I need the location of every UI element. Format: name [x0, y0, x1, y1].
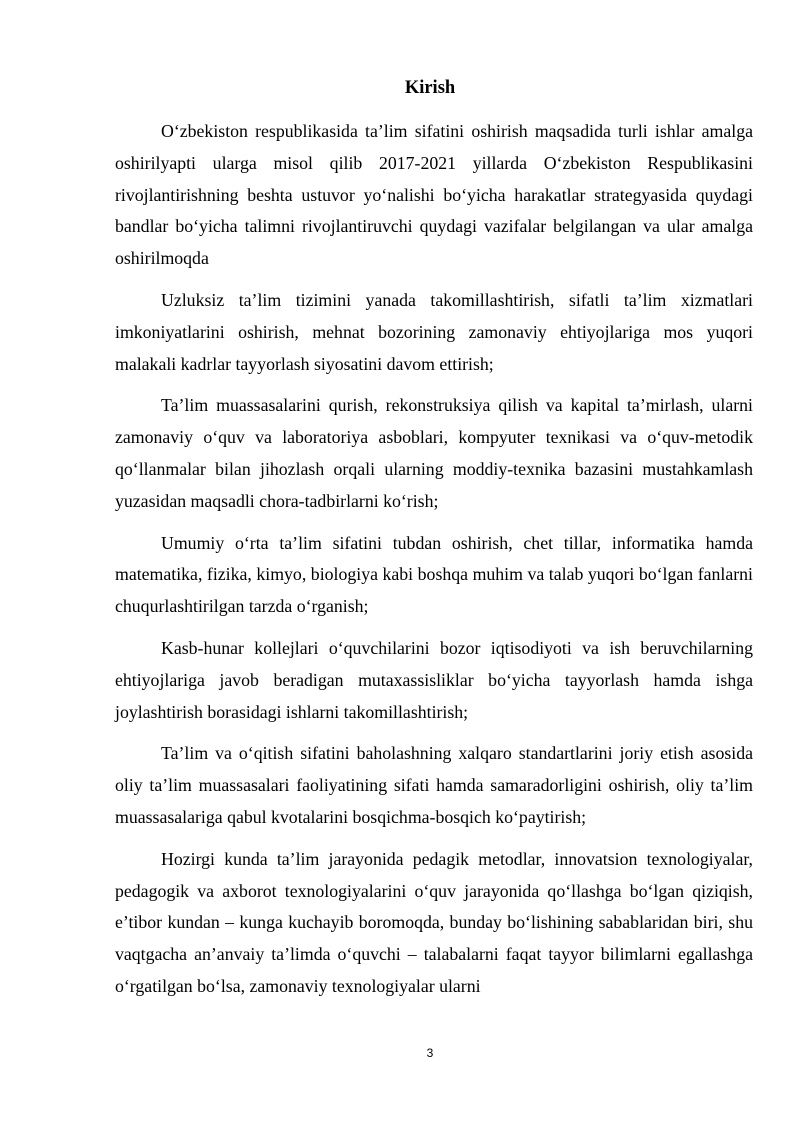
paragraph-infrastructure: Ta’lim muassasalarini qurish, rekonstruksiya qilish va kapital ta’mirlash, ularni zamonaviy o‘quv va laboratoriya asboblari, kompyuter texnikasi va o‘quv-metodik qo‘llanmalar bilan jihozlash orqali ularning moddiy-texnika bazasini mustahkamlash yuzasidan maqsadli chora-tadbirlarni ko‘rish;	[115, 395, 753, 511]
section-title: Kirish	[404, 78, 456, 98]
body-text	[115, 116, 753, 1013]
paragraph-vocational-colleges: Kasb-hunar kollejlari o‘quvchilarini bozor iqtisodiyoti va ish beruvchilarning ehtiyojlariga javob beradigan mutaxassisliklar bo‘yicha tayyorlash hamda ishga joylashtirish borasidagi ishlarni takomillashtirish;	[115, 637, 753, 722]
paragraph-intro: O‘zbekiston respublikasida ta’lim sifatini oshirish maqsadida turli ishlar amalga oshirilyapti ularga misol qilib 2017-2021 yillarda O‘zbekiston Respublikasini rivojlantirishning beshta ustuvor yo‘nalishi bo‘yicha harakatlar strategyasida quydagi bandlar bo‘yicha talimni rivojlantiruvchi quydagi vazifalar belgilangan va ular amalga oshirilmoqda	[115, 121, 753, 269]
paragraph-modern-technologies: Hozirgi kunda ta’lim jarayonida pedagik metodlar, innovatsion texnologiyalar, pedagogik va axborot texnologiyalarini o‘quv jarayonida qo‘llashga bo‘lgan qiziqish, e’tibor kundan – kunga kuchayib boromoqda, bunday bo‘lishining sabablaridan biri, shu vaqtgacha an’anvaiy ta’limda o‘quvchi – talabalarni faqat tayyor bilimlarni egallashga o‘rgatilgan bo‘lsa, zamonaviy texnologiyalar ularni	[115, 848, 753, 996]
paragraph-secondary-education: Umumiy o‘rta ta’lim sifatini tubdan oshirish, chet tillar, informatika hamda matematika, fizika, kimyo, biologiya kabi boshqa muhim va talab yuqori bo‘lgan fanlarni chuqurlashtirilgan tarzda o‘rganish;	[115, 532, 753, 617]
paragraph-higher-education: Ta’lim va o‘qitish sifatini baholashning xalqaro standartlarini joriy etish asosida oliy ta’lim muassasalari faoliyatining sifati hamda samaradorligini oshirish, oliy ta’lim muassasalariga qabul kvotalarini bosqichma-bosqich ko‘paytirish;	[115, 743, 753, 827]
page-number: 3	[426, 1046, 434, 1060]
paragraph-continuous-education: Uzluksiz ta’lim tizimini yanada takomillashtirish, sifatli ta’lim xizmatlari imkoniyatlarini oshirish, mehnat bozorining zamonaviy ehtiyojlariga mos yuqori malakali kadrlar tayyorlash siyosatini davom ettirish;	[115, 289, 753, 374]
